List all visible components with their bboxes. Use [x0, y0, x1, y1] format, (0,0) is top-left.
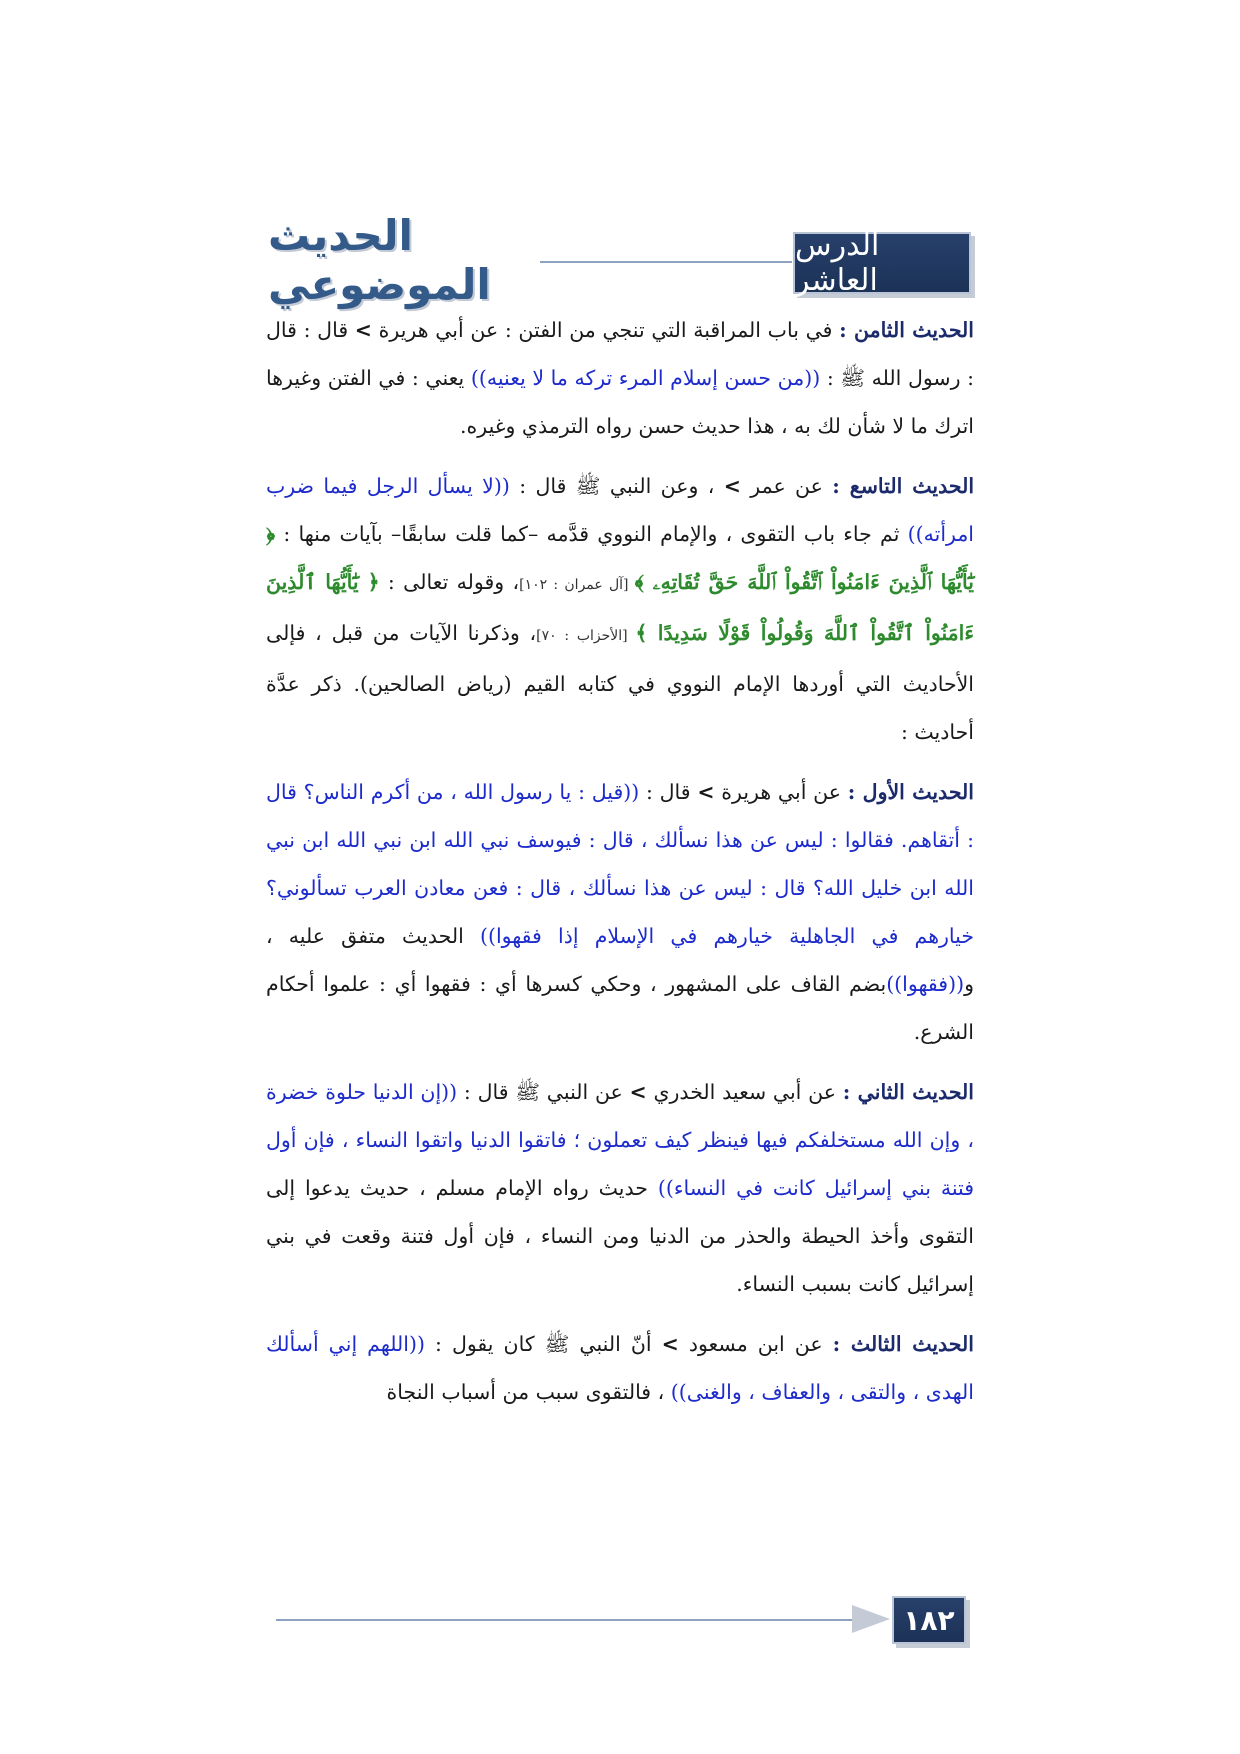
text: أنّ النبي ﷺ كان يقول :: [425, 1332, 662, 1356]
topic-title: الحديث الموضوعي: [268, 211, 491, 309]
lesson-label: الدرس العاشر: [793, 232, 971, 294]
hadith-quote: ((فقهوا)): [886, 972, 965, 996]
text: في باب المراقبة التي تنجي من الفتن : عن أبي هريرة: [371, 318, 840, 342]
quran-verse: ﴿ يَٰٓأَيُّهَا ٱلَّذِينَ ءَامَنُواْ ٱتَّقُواْ ٱللَّهَ وَقُولُواْ قَوْلًا سَدِيدًا ﴾: [266, 570, 974, 645]
paragraph-hadith-1: [266, 768, 974, 1056]
body-text: [266, 306, 974, 1428]
text: ، وذكرنا الآيات من قبل ، فإلى الأحاديث التي أوردها الإمام النووي في كتابه القيم (رياض الصالحين). ذكر عدَّة أحاديث :: [266, 621, 974, 744]
quran-verse: ﴿ يَٰٓأَيُّهَا ٱلَّذِينَ ءَامَنُواْ ٱتَّقُواْ ٱللَّهَ حَقَّ تُقَاتِهِۦ ﴾: [266, 522, 974, 594]
honorific-mark: >: [354, 318, 372, 342]
hadith-quote: ((اللهم إني أسألك الهدى ، والتقى ، والعفاف ، والغنى)): [266, 1332, 974, 1404]
text: ثم جاء باب التقوى ، والإمام النووي قدَّمه –كما قلت سابقًا– بآيات منها :: [275, 522, 908, 546]
honorific-mark: >: [661, 1332, 679, 1356]
text: يعني : في الفتن وغيرها اترك ما لا شأن لك به ، هذا حديث حسن رواه الترمذي وغيره.: [266, 366, 974, 438]
verse-reference: [الأحزاب : ٧٠]: [536, 628, 636, 644]
hadith-label: الحديث التاسع :: [832, 474, 975, 498]
verse-reference: [آل عمران : ١٠٢]: [519, 577, 635, 593]
text: حديث رواه الإمام مسلم ، حديث يدعوا إلى التقوى وأخذ الحيطة والحذر من الدنيا ومن النساء ، فإن أول فتنة وقعت في بني إسرائيل كانت بسبب النساء.: [266, 1176, 974, 1296]
paragraph-hadith-2: [266, 1068, 974, 1308]
hadith-label: الحديث الثاني :: [842, 1080, 974, 1104]
text: عن النبي ﷺ قال :: [457, 1080, 630, 1104]
hadith-label: الحديث الثالث :: [832, 1332, 974, 1356]
text: عن ابن مسعود: [678, 1332, 833, 1356]
text: ، وقوله تعالى :: [379, 570, 520, 594]
honorific-mark: >: [629, 1080, 647, 1104]
honorific-mark: >: [697, 780, 715, 804]
paragraph-hadith-8: [266, 306, 974, 450]
hadith-label: الحديث الثامن :: [839, 318, 974, 342]
hadith-quote: ((إن الدنيا حلوة خضرة ، وإن الله مستخلفكم فيها فينظر كيف تعملون ؛ فاتقوا الدنيا واتقوا النساء ، فإن أول فتنة بني إسرائيل كانت في النساء)): [266, 1080, 974, 1200]
honorific-mark: >: [723, 474, 741, 498]
text: قال :: [639, 780, 698, 804]
paragraph-hadith-9: [266, 462, 974, 756]
text: ، فالتقوى سبب من أسباب النجاة: [386, 1380, 671, 1404]
text: عن عمر: [740, 474, 833, 498]
text: بضم القاف على المشهور ، وحكي كسرها أي : فقهوا أي : علموا أحكام الشرع.: [266, 972, 974, 1044]
text: قال : قال : رسول الله ﷺ :: [266, 318, 974, 390]
footer-arrow-icon: [852, 1605, 890, 1633]
hadith-quote: ((من حسن إسلام المرء تركه ما لا يعنيه)): [470, 366, 821, 390]
page-number: ١٨٢: [892, 1596, 966, 1644]
hadith-quote: ((لا يسأل الرجل فيما ضرب امرأته)): [266, 474, 974, 546]
hadith-label: الحديث الأول :: [847, 780, 974, 804]
header-divider: [540, 261, 792, 263]
text: ، وعن النبي ﷺ قال :: [509, 474, 724, 498]
footer-divider: [276, 1619, 876, 1621]
text: الحديث متفق عليه ، و: [266, 924, 974, 996]
text: عن أبي سعيد الخدري: [646, 1080, 843, 1104]
hadith-quote: ((قيل : يا رسول الله ، من أكرم الناس؟ قال : أتقاهم. فقالوا : ليس عن هذا نسألك ، قال : فيوسف نبي الله ابن نبي الله ابن نبي الله ابن خليل الله؟ قال : ليس عن هذا نسألك ، قال : فعن معادن العرب تسألوني؟ خيارهم في الجاهلية خيارهم في الإسلام إذا فقهوا)): [266, 780, 975, 948]
text: عن أبي هريرة: [714, 780, 848, 804]
paragraph-hadith-3: [266, 1320, 974, 1416]
